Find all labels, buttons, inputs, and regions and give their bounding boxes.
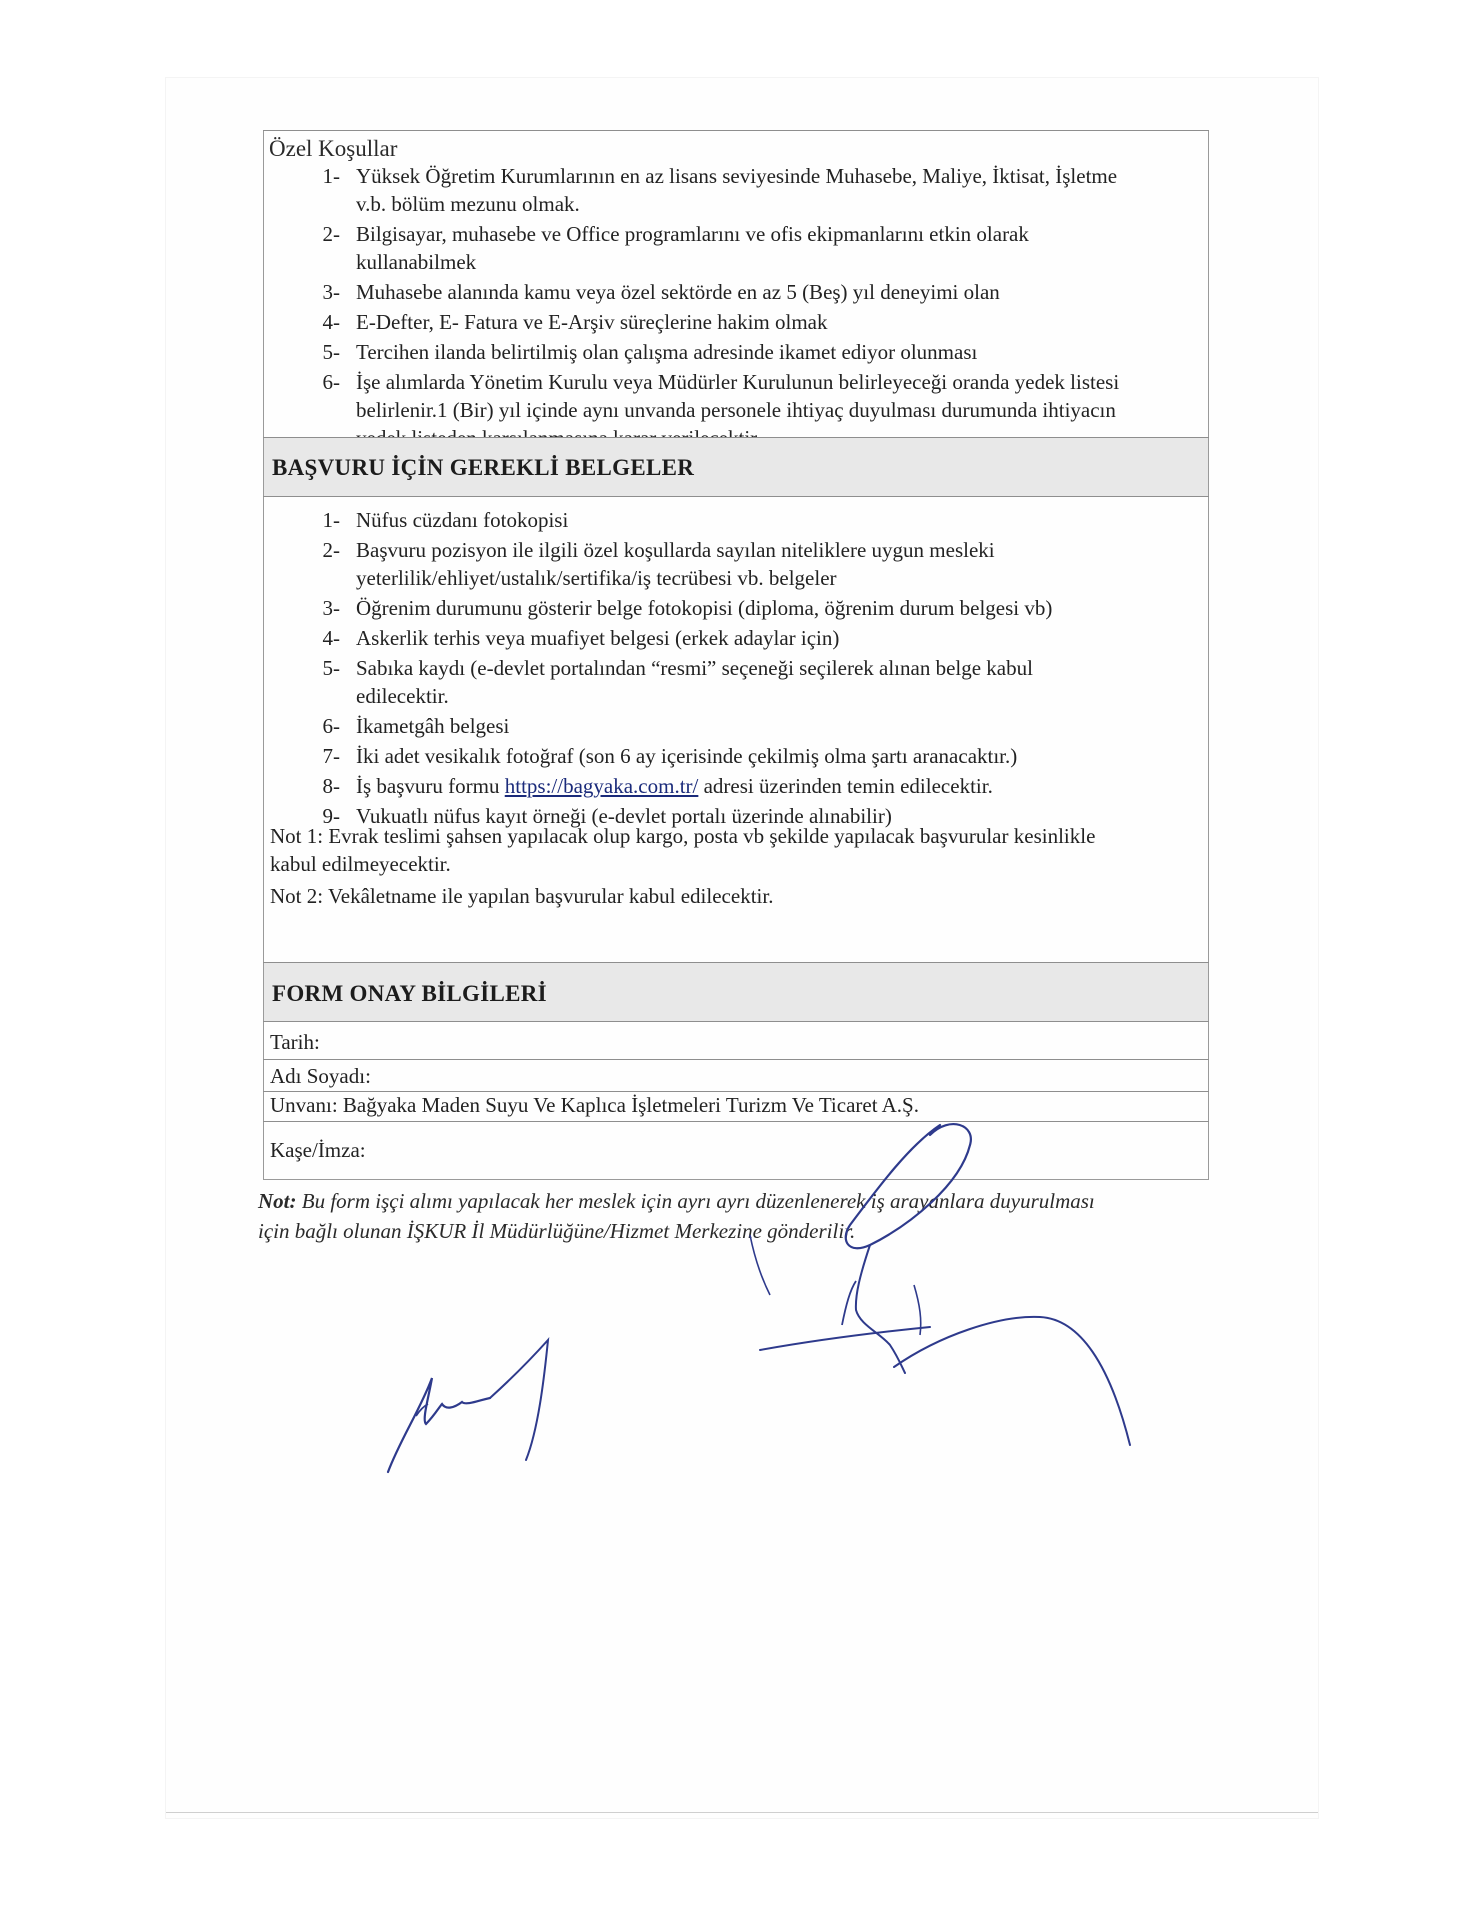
documents-section-header: BAŞVURU İÇİN GEREKLİ BELGELER <box>264 438 1208 496</box>
list-item-number: 1- <box>322 508 340 532</box>
list-item-number: 2- <box>322 538 340 562</box>
row-divider <box>263 1059 1209 1060</box>
application-form-link[interactable]: https://bagyaka.com.tr/ <box>504 774 699 798</box>
note-1-line-2: kabul edilmeyecektir. <box>270 852 451 876</box>
list-item-text: Muhasebe alanında kamu veya özel sektörde en az 5 (Beş) yıl deneyimi olan <box>356 280 1000 304</box>
note-2: Not 2: Vekâletname ile yapılan başvurular kabul edilecektir. <box>270 884 774 908</box>
list-item-text: Nüfus cüzdanı fotokopisi <box>356 508 569 532</box>
title-label: Unvanı: Bağyaka Maden Suyu Ve Kaplıca İşletmeleri Turizm Ve Ticaret A.Ş. <box>270 1093 919 1117</box>
row-divider <box>263 1091 1209 1092</box>
list-item-text: İşe alımlarda Yönetim Kurulu veya Müdürler Kurulunun belirleyeceği oranda yedek listesi <box>356 370 1120 394</box>
list-item-number: 4- <box>322 626 340 650</box>
list-item-number: 8- <box>322 774 340 798</box>
list-item-text: Tercihen ilanda belirtilmiş olan çalışma adresinde ikamet ediyor olunması <box>356 340 978 364</box>
list-item-number: 2- <box>322 222 340 246</box>
footnote-line-1: Bu form işçi alımı yapılacak her meslek için ayrı ayrı düzenlenerek iş arayanlara duyurulması <box>296 1189 1095 1213</box>
special-conditions-title: Özel Koşullar <box>269 136 398 161</box>
left-signature <box>370 1320 590 1480</box>
name-label: Adı Soyadı: <box>270 1064 371 1088</box>
table-top-rule <box>263 130 1209 131</box>
list-item-number: 5- <box>322 656 340 680</box>
right-signature <box>730 1105 1150 1475</box>
list-item-text: edilecektir. <box>356 684 449 708</box>
list-item-text: Bilgisayar, muhasebe ve Office programlarını ve ofis ekipmanlarını etkin olarak <box>356 222 1029 246</box>
list-item-number: 3- <box>322 280 340 304</box>
list-item-text: İş başvuru formu https://bagyaka.com.tr/ adresi üzerinden temin edilecektir. <box>356 774 993 798</box>
list-item-text: E-Defter, E- Fatura ve E-Arşiv süreçlerine hakim olmak <box>356 310 828 334</box>
section-divider <box>263 496 1209 497</box>
footnote-prefix: Not: <box>258 1189 297 1213</box>
list-item-number: 4- <box>322 310 340 334</box>
list-item-text: Başvuru pozisyon ile ilgili özel koşullarda sayılan niteliklere uygun mesleki <box>356 538 995 562</box>
footnote-line-2: için bağlı olunan İŞKUR İl Müdürlüğüne/Hizmet Merkezine gönderilir. <box>258 1219 856 1243</box>
list-item-text: belirlenir.1 (Bir) yıl içinde aynı unvanda personele ihtiyaç duyulması durumunda ihtiyacın <box>356 398 1116 422</box>
list-item-text: Sabıka kaydı (e-devlet portalından “resmi” seçeneği seçilerek alınan belge kabul <box>356 656 1033 680</box>
list-item-text: kullanabilmek <box>356 250 477 274</box>
stamp-signature-label: Kaşe/İmza: <box>270 1138 366 1162</box>
list-item-text: İkametgâh belgesi <box>356 714 510 738</box>
list-item-number: 3- <box>322 596 340 620</box>
list-item-text: Askerlik terhis veya muafiyet belgesi (erkek adaylar için) <box>356 626 840 650</box>
list-item-text: yeterlilik/ehliyet/ustalık/sertifika/iş tecrübesi vb. belgeler <box>356 566 837 590</box>
list-item-text: Yüksek Öğretim Kurumlarının en az lisans seviyesinde Muhasebe, Maliye, İktisat, İşletme <box>356 164 1118 188</box>
list-item-text: İki adet vesikalık fotoğraf (son 6 ay içerisinde çekilmiş olma şartı aranacaktır.) <box>356 744 1018 768</box>
date-label: Tarih: <box>270 1030 320 1054</box>
page-bottom-edge <box>166 1812 1318 1813</box>
list-item-number: 6- <box>322 714 340 738</box>
section-divider <box>263 1021 1209 1022</box>
list-item-text: v.b. bölüm mezunu olmak. <box>356 192 580 216</box>
list-item-number: 6- <box>322 370 340 394</box>
list-item-text: Vukuatlı nüfus kayıt örneği (e-devlet portalı üzerinde alınabilir) <box>356 804 892 828</box>
list-item-number: 1- <box>322 164 340 188</box>
list-item-number: 9- <box>322 804 340 828</box>
note-1-line-1: Not 1: Evrak teslimi şahsen yapılacak olup kargo, posta vb şekilde yapılacak başvurular kesinlikle <box>270 824 1096 848</box>
approval-section-header: FORM ONAY BİLGİLERİ <box>264 963 1208 1021</box>
list-item-number: 7- <box>322 744 340 768</box>
list-item-text: Öğrenim durumunu gösterir belge fotokopisi (diploma, öğrenim durum belgesi vb) <box>356 596 1053 620</box>
list-item-number: 5- <box>322 340 340 364</box>
